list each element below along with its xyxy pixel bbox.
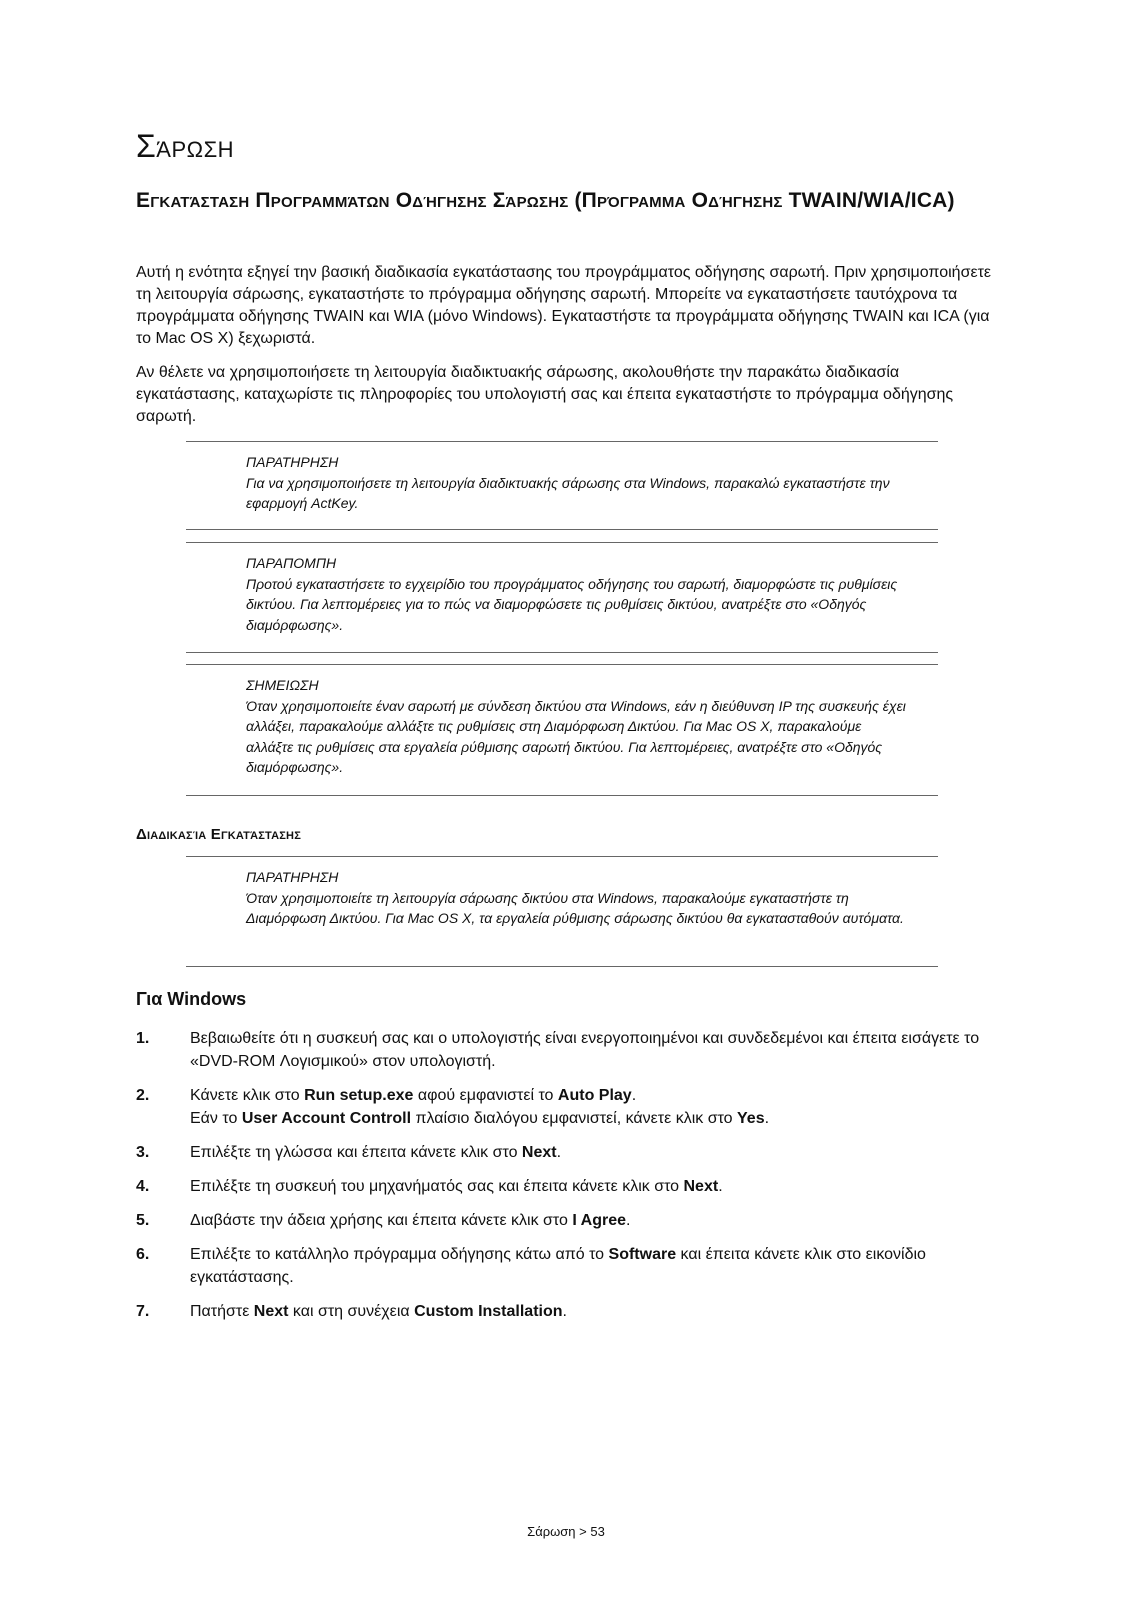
step-keyword: User Account Controll bbox=[241, 1110, 412, 1127]
note-text: Όταν χρησιμοποιείτε τη λειτουργία σάρωσης δικτύου στα Windows, παρακαλούμε εγκαταστήστε τη Διαμόρφωση Δικτύου. Για Mac OS X, τα εργαλεία ρύθμισης σάρωσης δικτύου θα εγκατασταθούν αυτόματα. bbox=[246, 889, 904, 926]
step-keyword: Yes bbox=[737, 1110, 765, 1127]
step-item bbox=[136, 1175, 996, 1198]
step-item bbox=[136, 1209, 996, 1232]
windows-heading: Για Windows bbox=[136, 989, 247, 1009]
step-keyword: I Agree bbox=[572, 1212, 627, 1229]
remark-text: Όταν χρησιμοποιείτε έναν σαρωτή με σύνδεση δικτύου στα Windows, εάν η διεύθυνση IP της συσκευής έχει αλλάξει, παρακαλούμε αλλάξτε τις ρυθμίσεις στη Διαμόρφωση Δικτύου. Για Mac OS X, παρακαλούμε αλλάξτε τις ρυθμίσεις στα εργαλεία ρύθμισης σαρωτή δικτύου. Για λεπτομέρειες, ανατρέξτε στο «Οδηγός διαμόρφωσης». bbox=[246, 697, 906, 775]
reference-label: ΠΑΡΑΠΟΜΠΗ bbox=[246, 555, 337, 571]
step-text-run: Κάνετε κλικ στο bbox=[190, 1087, 305, 1104]
step-number: 4. bbox=[136, 1178, 150, 1195]
step-item bbox=[136, 1243, 996, 1289]
step-text bbox=[190, 1141, 996, 1164]
step-number: 5. bbox=[136, 1212, 150, 1229]
step-keyword: Next bbox=[253, 1303, 289, 1320]
note-box bbox=[186, 856, 938, 967]
step-text bbox=[190, 1175, 996, 1198]
step-text-run: πλαίσιο διαλόγου εμφανιστεί, κάνετε κλικ στο bbox=[411, 1110, 737, 1127]
reference-text: Προτού εγκαταστήσετε το εγχειρίδιο του προγράμματος οδήγησης του σαρωτή, διαμορφώστε τις ρυθμίσεις δικτύου. Για λεπτομέρειες για το πώς να διαμορφώσετε τις ρυθμίσεις δικτύου, ανατρέξτε στο «Οδηγός διαμόρφωσης». bbox=[246, 575, 898, 633]
note-box bbox=[186, 441, 938, 530]
step-number: 2. bbox=[136, 1087, 150, 1104]
step-text-run: Επιλέξτε τη γλώσσα και έπειτα κάνετε κλικ στο bbox=[190, 1144, 522, 1161]
step-number: 6. bbox=[136, 1246, 150, 1263]
step-item bbox=[136, 1141, 996, 1164]
step-keyword: Next bbox=[683, 1178, 719, 1195]
step-number: 1. bbox=[136, 1030, 150, 1047]
step-text bbox=[190, 1243, 996, 1289]
step-text-run: . bbox=[631, 1087, 637, 1104]
step-keyword: Run setup.exe bbox=[304, 1087, 414, 1104]
step-keyword: Software bbox=[608, 1246, 677, 1263]
step-text-run: Επιλέξτε το κατάλληλο πρόγραμμα οδήγησης κάτω από το bbox=[190, 1246, 609, 1263]
web-scan-paragraph: Αν θέλετε να χρησιμοποιήσετε τη λειτουργία διαδικτυακής σάρωσης, ακολουθήστε την παρακάτω διαδικασία εγκατάστασης, καταχωρίστε τις πληροφορίες του υπολογιστή σας και έπειτα εγκαταστήστε το πρόγραμμα οδήγησης σαρωτή. bbox=[136, 364, 954, 425]
step-text bbox=[190, 1027, 996, 1073]
step-text-run: και έπειτα κάνετε κλικ στο εικονίδιο εγκατάστασης. bbox=[190, 1246, 926, 1286]
remark-box bbox=[186, 664, 938, 796]
installation-steps bbox=[136, 1027, 996, 1334]
step-text-run: Πατήστε bbox=[190, 1303, 254, 1320]
step-text bbox=[190, 1084, 996, 1130]
step-text-run: . bbox=[556, 1144, 562, 1161]
step-text-run: . bbox=[626, 1212, 631, 1229]
installation-procedure-title: Διαδικασία Εγκατάστασης bbox=[136, 826, 302, 843]
step-text-run: Επιλέξτε τη συσκευή του μηχανήματός σας και έπειτα κάνετε κλικ στο bbox=[190, 1178, 684, 1195]
note-label: ΠΑΡΑΤΗΡΗΣΗ bbox=[246, 454, 339, 470]
step-text-run: . bbox=[718, 1178, 723, 1195]
step-text-run: και στη συνέχεια bbox=[288, 1303, 415, 1320]
step-text bbox=[190, 1300, 996, 1323]
reference-box bbox=[186, 542, 938, 653]
step-keyword: Next bbox=[521, 1144, 557, 1161]
note-label: ΠΑΡΑΤΗΡΗΣΗ bbox=[246, 869, 339, 885]
note-text: Για να χρησιμοποιήσετε τη λειτουργία διαδικτυακής σάρωσης στα Windows, παρακαλώ εγκαταστήστε την εφαρμογή ActKey. bbox=[246, 474, 890, 511]
step-text-run: . bbox=[764, 1110, 770, 1127]
section-title: Εγκατάσταση Προγραμμάτων Οδήγησης Σάρωσης (Πρόγραμμα Οδήγησης TWAIN/WIA/ICA) bbox=[136, 189, 955, 212]
step-number: 3. bbox=[136, 1144, 150, 1161]
step-text-run: Βεβαιωθείτε ότι η συσκευή σας και ο υπολογιστής είναι ενεργοποιημένοι και συνδεδεμένοι και έπειτα εισάγετε το «DVD-ROM Λογισμικού» στον υπολογιστή. bbox=[190, 1030, 980, 1070]
step-keyword: Custom Installation bbox=[414, 1303, 563, 1320]
step-item bbox=[136, 1027, 996, 1073]
step-text bbox=[190, 1209, 996, 1232]
remark-label: ΣΗΜΕΙΩΣΗ bbox=[246, 677, 319, 693]
step-text-run: Διαβάστε την άδεια χρήσης και έπειτα κάνετε κλικ στο bbox=[190, 1212, 573, 1229]
step-text-run: αφού εμφανιστεί το bbox=[413, 1087, 558, 1104]
intro-paragraph: Αυτή η ενότητα εξηγεί την βασική διαδικασία εγκατάστασης του προγράμματος οδήγησης σαρωτή. Πριν χρησιμοποιήσετε τη λειτουργία σάρωσης, εγκαταστήστε το πρόγραμμα οδήγησης σαρωτή. Μπορείτε να εγκαταστήσετε ταυτόχρονα τα προγράμματα οδήγησης TWAIN και WIA (μόνο Windows). Εγκαταστήστε τα προγράμματα οδήγησης TWAIN και ICA (για το Mac OS X) ξεχωριστά. bbox=[136, 264, 992, 347]
step-keyword: Auto Play bbox=[557, 1087, 632, 1104]
chapter-title: Σάρωση bbox=[136, 128, 235, 164]
page-footer: Σάρωση > 53 bbox=[527, 1524, 605, 1539]
step-text-run: . bbox=[562, 1303, 567, 1320]
step-item bbox=[136, 1300, 996, 1323]
step-text-run: Εάν το bbox=[190, 1110, 242, 1127]
step-number: 7. bbox=[136, 1303, 150, 1320]
step-item bbox=[136, 1084, 996, 1130]
